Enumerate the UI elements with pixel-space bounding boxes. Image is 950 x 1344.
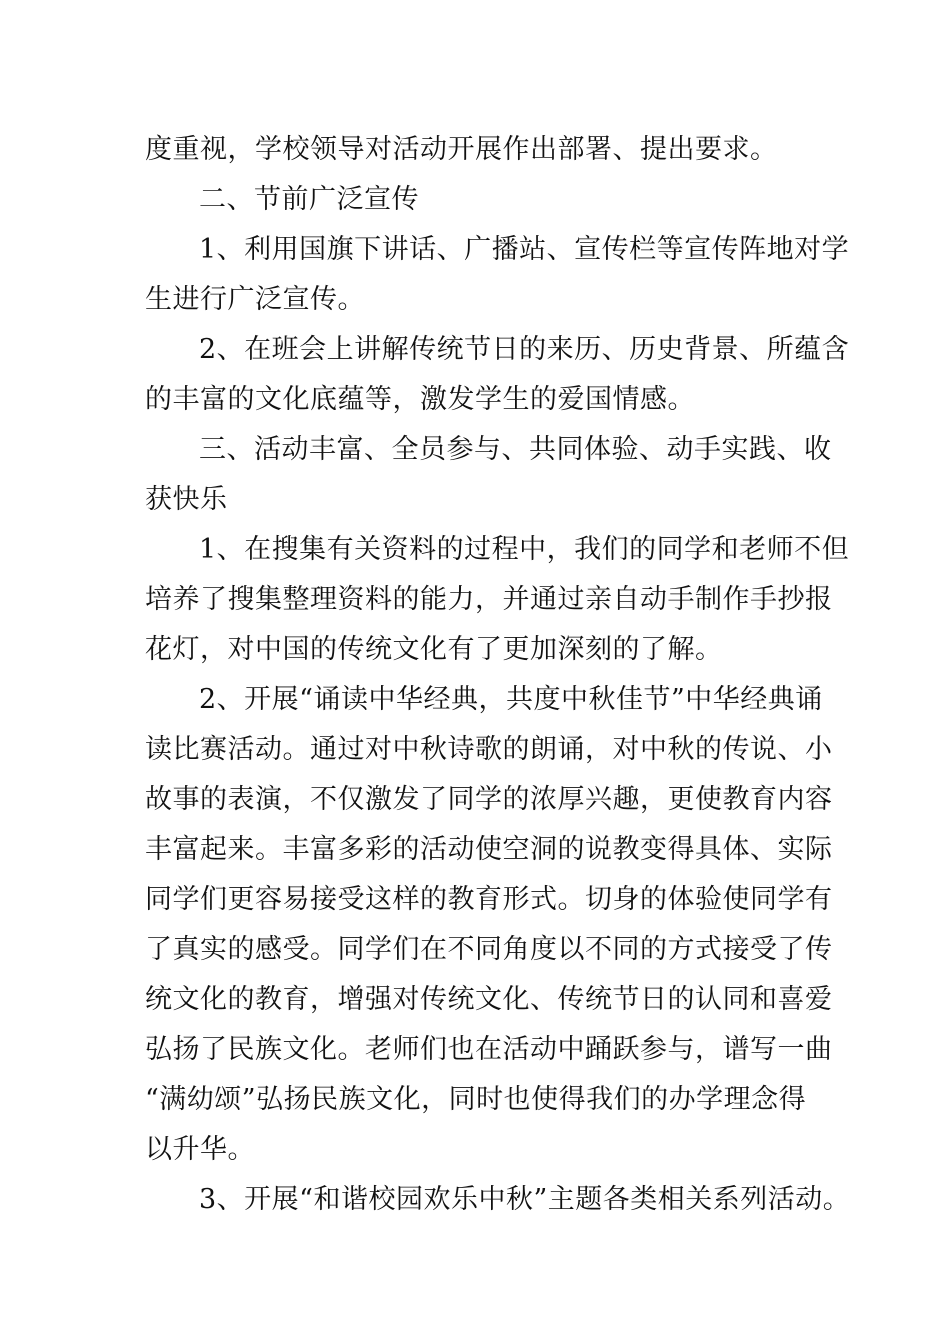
text-line: 2、开展“诵读中华经典，共度中秋佳节”中华经典诵 — [199, 684, 823, 715]
text-line: 的丰富的文化底蕴等，激发学生的爱国情感。 — [145, 384, 695, 415]
text-line: 1、利用国旗下讲话、广播站、宣传栏等宣传阵地对学 — [199, 234, 850, 265]
text-line: 读比赛活动。通过对中秋诗歌的朗诵，对中秋的传说、小 — [145, 734, 833, 765]
text-line: 花灯，对中国的传统文化有了更加深刻的了解。 — [145, 634, 723, 665]
text-line: 度重视，学校领导对活动开展作出部署、提出要求。 — [145, 134, 778, 165]
text-line: 1、在搜集有关资料的过程中，我们的同学和老师不但 — [199, 534, 850, 565]
text-line: 同学们更容易接受这样的教育形式。切身的体验使同学有 — [145, 884, 833, 915]
text-line: 培养了搜集整理资料的能力，并通过亲自动手制作手抄报 — [145, 584, 833, 615]
text-line: 故事的表演，不仅激发了同学的浓厚兴趣，更使教育内容 — [145, 784, 833, 815]
text-line: 弘扬了民族文化。老师们也在活动中踊跃参与，谱写一曲 — [145, 1034, 833, 1065]
text-line: 统文化的教育，增强对传统文化、传统节日的认同和喜爱 — [145, 984, 833, 1015]
text-line: 以升华。 — [145, 1134, 255, 1165]
section-heading: 二、节前广泛宣传 — [199, 184, 419, 215]
text-line: 3、开展“和谐校园欢乐中秋”主题各类相关系列活动。 — [199, 1184, 851, 1215]
text-line: “满幼颂”弘扬民族文化，同时也使得我们的办学理念得 — [145, 1084, 807, 1115]
section-heading: 三、活动丰富、全员参与、共同体验、动手实践、收 — [199, 434, 832, 465]
text-line: 2、在班会上讲解传统节日的来历、历史背景、所蕴含 — [199, 334, 850, 365]
text-line: 生进行广泛宣传。 — [145, 284, 365, 315]
text-line: 了真实的感受。同学们在不同角度以不同的方式接受了传 — [145, 934, 833, 965]
text-line: 丰富起来。丰富多彩的活动使空洞的说教变得具体、实际 — [145, 834, 833, 865]
section-heading: 获快乐 — [145, 484, 228, 515]
